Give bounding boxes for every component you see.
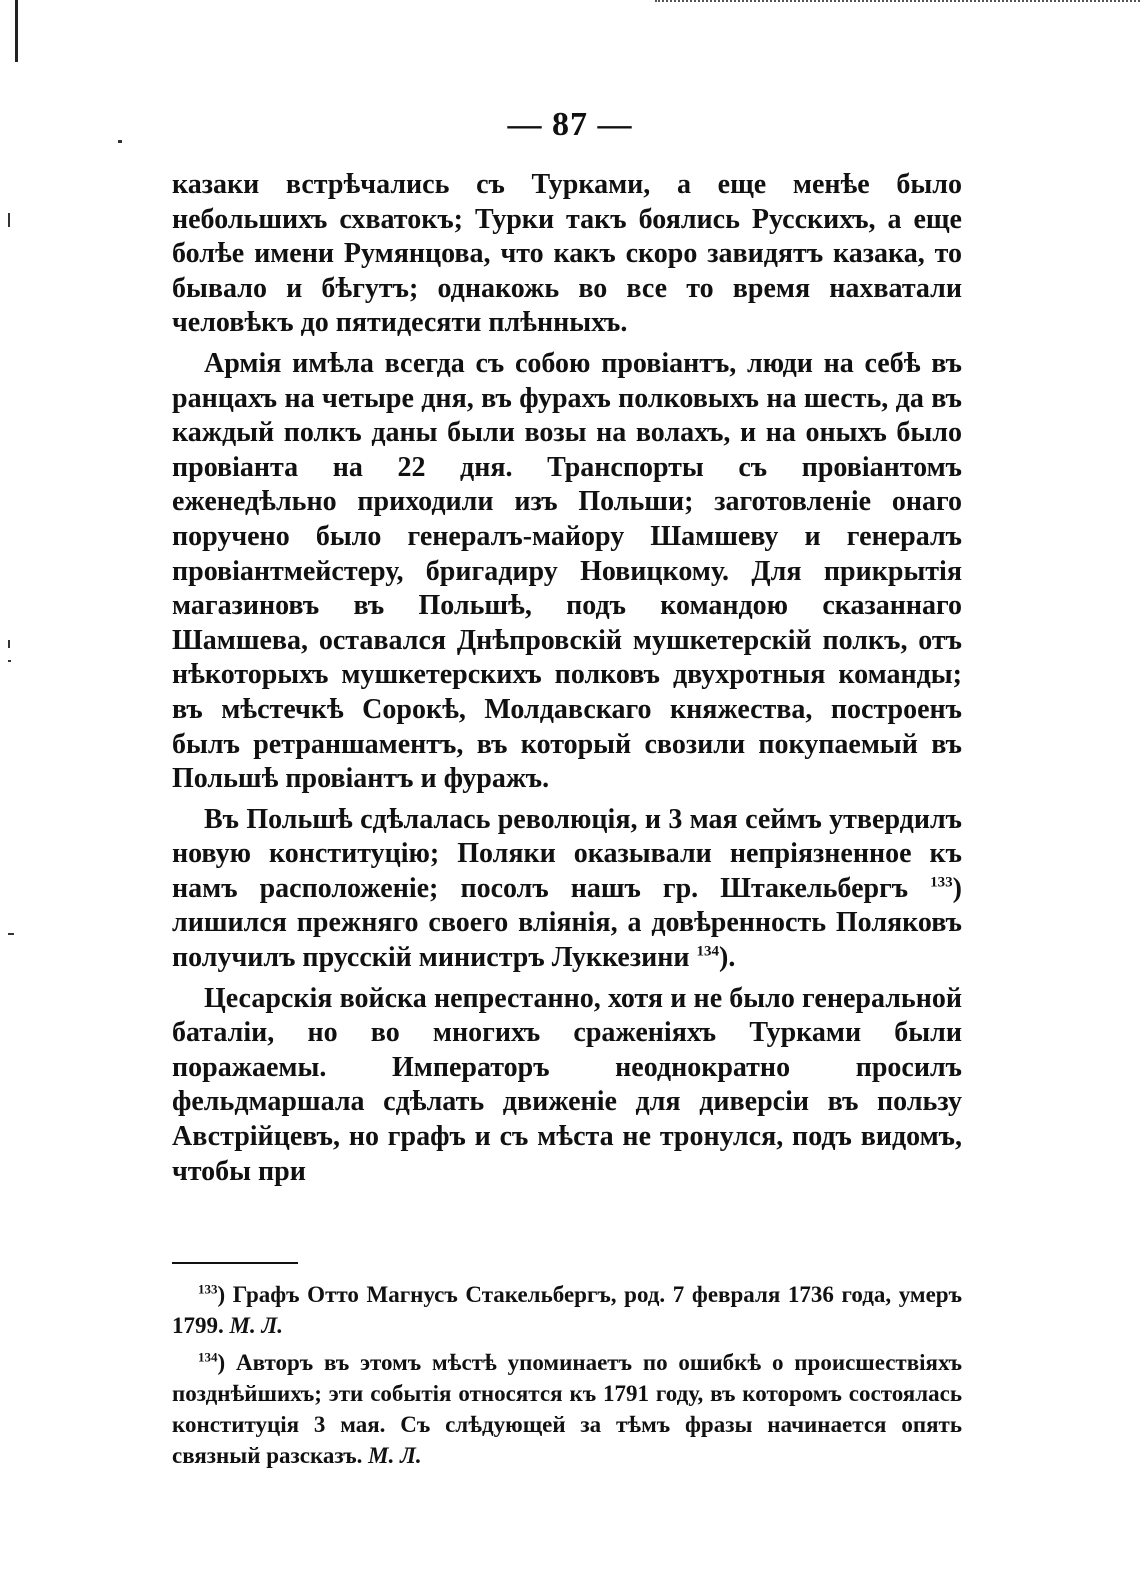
footnote-separator [172, 1262, 298, 1264]
scan-speck [8, 213, 10, 227]
scan-edge-top [655, 0, 1140, 4]
paragraph-3-text-b: ) лишился прежняго своего вліянія, а довѣренность Поляковъ получилъ прусскій министръ Луккезини [172, 872, 962, 974]
footnote-text: ) Графъ Отто Магнусъ Стакельбергъ, род. 7 февраля 1736 года, умеръ 1799. [172, 1282, 962, 1338]
footnote-134 [172, 1347, 962, 1471]
footnote-number: 134 [198, 1349, 218, 1365]
scan-speck [8, 660, 11, 662]
footnote-ref-134[interactable]: 134 [696, 943, 720, 960]
footnote-initials: М. Л. [368, 1443, 422, 1468]
paragraph-2: Армія имѣла всегда съ собою провіантъ, люди на себѣ въ ранцахъ на четыре дня, въ фурахъ полковыхъ на шесть, да въ каждый полкъ даны были возы на волахъ, и на оныхъ было провіанта на 22 дня. Транспорты съ провіантомъ еженедѣльно приходили изъ Польши; заготовленіе онаго поручено было генералъ-майору Шамшеву и генералъ провіантмейстеру, бригадиру Новицкому. Для прикрытія магазиновъ въ Польшѣ, подъ командою сказаннаго Шамшева, оставался Днѣпровскій мушкетерскій полкъ, отъ нѣкоторыхъ мушкетерскихъ полковъ двухротныя команды; въ мѣстечкѣ Сорокѣ, Молдавскаго княжества, построенъ былъ ретраншаментъ, въ который свозили покупаемый въ Польшѣ провіантъ и фуражъ. [172, 347, 962, 795]
footnote-133 [172, 1279, 962, 1341]
scan-edge-left [15, 0, 18, 62]
paragraph-3 [172, 803, 962, 976]
paragraph-3-text-c: ). [719, 942, 736, 974]
footnote-text: ) Авторъ въ этомъ мѣстѣ упоминаетъ по ошибкѣ о происшествіяхъ позднѣйшихъ; эти событія относятся къ 1791 году, въ которомъ состоялась конституція 3 мая. Съ слѣдующей за тѣмъ фразы начинается опять связный разсказъ. [172, 1350, 962, 1468]
paragraph-4: Цесарскія войска непрестанно, хотя и не было генеральной баталіи, но во многихъ сраженіяхъ Турками были поражаемы. Императоръ неоднократно просилъ фельдмаршала сдѣлать движеніе для диверсіи въ пользу Австрійцевъ, но графъ и съ мѣста не тронулся, подъ видомъ, чтобы при [172, 982, 962, 1187]
scan-speck [8, 933, 14, 935]
footnote-number: 133 [198, 1281, 218, 1297]
paragraph-1: казаки встрѣчались съ Турками, а еще менѣе было небольшихъ схватокъ; Турки такъ боялись Русскихъ, а еще болѣе имени Румянцова, что какъ скоро завидятъ казака, то бывало и бѣгутъ; однакожь во все то время нахватали человѣкъ до пятидесяти плѣнныхъ. [172, 169, 962, 339]
page-number: — 87 — [507, 106, 633, 143]
body-text [172, 168, 962, 1195]
footnote-ref-133[interactable]: 133 [930, 874, 953, 891]
scan-speck [8, 640, 10, 648]
footnotes [172, 1279, 962, 1477]
paragraph-3-text-a: Въ Польшѣ сдѣлалась революція, и 3 мая сеймъ утвердилъ новую конституцію; Поляки оказывали непріязненное къ намъ расположеніе; посолъ нашъ гр. Штакельбергъ [172, 803, 962, 904]
footnote-initials: М. Л. [229, 1313, 283, 1338]
